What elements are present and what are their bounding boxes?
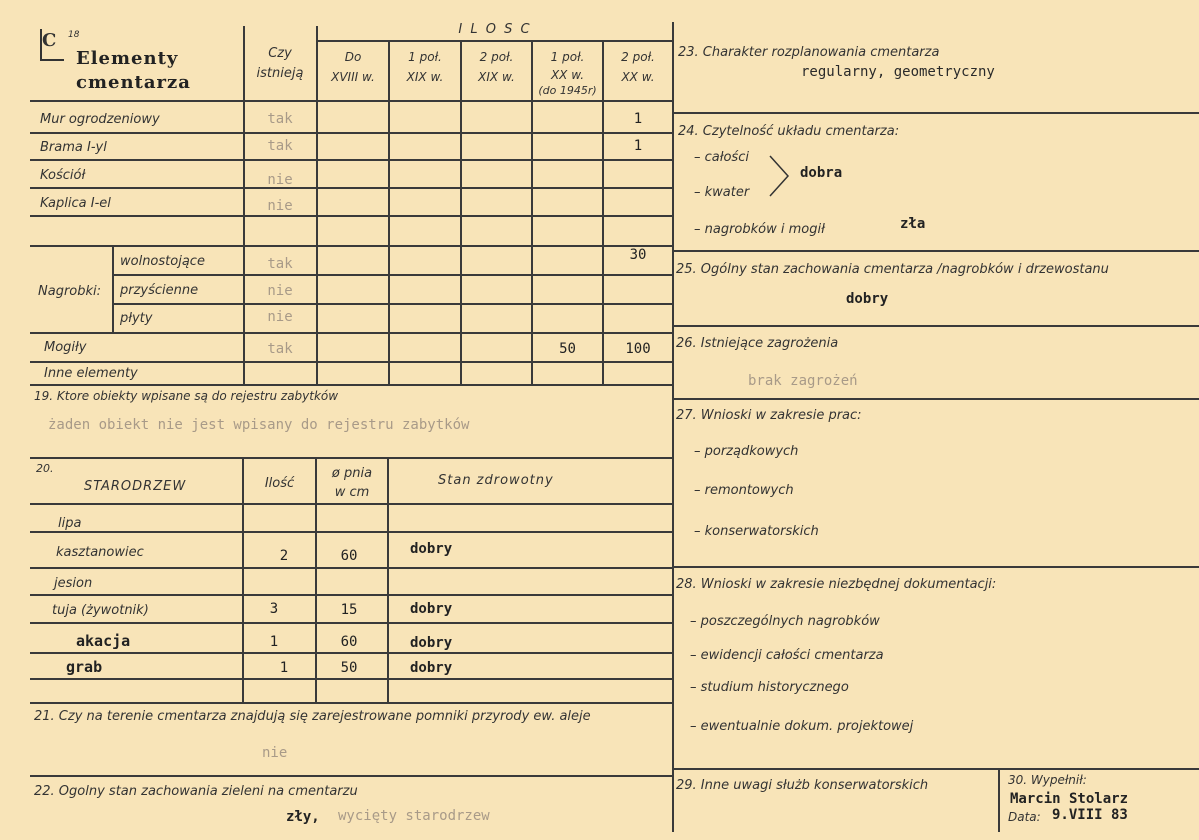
category-index: 18 (68, 30, 80, 40)
tree-name: lipa (58, 516, 82, 531)
readability-item: – nagrobków i mogił (694, 222, 825, 237)
works-item: – konserwatorskich (694, 524, 819, 539)
section-27-label: 27. Wnioski w zakresie prac: (676, 408, 862, 423)
readability-value: dobra (800, 165, 843, 181)
section-22-value-bold: zły, (286, 809, 320, 825)
section-28-label: 28. Wnioski w zakresie niezbędnej dokumentacji: (676, 577, 997, 592)
col-header-l2: XVIII w. (331, 70, 375, 84)
col-header-l1: 1 poł. (550, 50, 585, 64)
section-26-value: brak zagrożeń (748, 373, 858, 389)
tree-state: dobry (410, 601, 453, 617)
tree-state: dobry (410, 541, 453, 557)
section-25-label: 25. Ogólny stan zachowania cmentarza /nagrobków i drzewostanu (676, 262, 1109, 277)
section-29-label: 29. Inne uwagi służb konserwatorskich (676, 778, 929, 793)
rule (460, 40, 462, 384)
exists-value: tak (267, 111, 293, 127)
section-24-label: 24. Czytelność układu cmentarza: (678, 124, 900, 139)
col-header-l1: 2 poł. (479, 50, 514, 64)
tree-qty: 3 (269, 601, 279, 617)
rule (30, 384, 672, 386)
diam-header-1: ø pnia (331, 466, 373, 481)
works-item: – remontowych (694, 483, 794, 498)
section-19-value: żaden obiekt nie jest wpisany do rejestru zabytków (48, 417, 470, 433)
rule (30, 531, 672, 533)
col-header-l1: Do (344, 50, 362, 64)
rule (30, 457, 672, 459)
rule (673, 325, 1199, 327)
rule (30, 332, 672, 334)
col-header-l2: XIX w. (406, 70, 444, 84)
rule (112, 245, 114, 332)
rule (30, 567, 672, 569)
tree-qty: 1 (269, 634, 279, 650)
works-item: – porządkowych (694, 444, 799, 459)
date-value: 9.VIII 83 (1052, 807, 1128, 823)
col-header-l2: XX w. (550, 68, 585, 82)
rule (30, 159, 672, 161)
documentation-item: – studium historycznego (690, 680, 849, 695)
rule (30, 132, 672, 134)
qty-header: Ilość (264, 476, 295, 491)
col-header-l2: XX w. (621, 70, 655, 84)
exists-value: nie (267, 309, 293, 325)
tree-name: tuja (żywotnik) (52, 603, 149, 618)
section-20-number: 20. (36, 462, 54, 475)
tree-name: akacja (76, 632, 131, 650)
rule (673, 112, 1199, 114)
readability-value: zła (900, 216, 926, 232)
rule (30, 775, 672, 777)
tree-diam: 60 (340, 634, 358, 650)
rule (30, 361, 672, 363)
section-23-value: regularny, geometryczny (801, 64, 995, 80)
row-label: przyścienne (120, 283, 199, 298)
rule (112, 274, 672, 276)
rule (112, 303, 672, 305)
quantity-value: 1 (633, 111, 643, 127)
rule (673, 398, 1199, 400)
quantity-value: 30 (629, 247, 647, 263)
rule (30, 622, 672, 624)
exists-value: tak (267, 138, 293, 154)
section-26-label: 26. Istniejące zagrożenia (676, 336, 839, 351)
section-23-label: 23. Charakter rozplanowania cmentarza (678, 45, 940, 60)
col-header-ilosc: I L O S C (458, 22, 532, 37)
rule (673, 566, 1199, 568)
col-header-l2: XIX w. (478, 70, 515, 84)
section-21-value: nie (262, 745, 288, 761)
tree-diam: 60 (340, 548, 358, 564)
center-divider (672, 22, 674, 832)
nagrobki-label: Nagrobki: (38, 284, 102, 299)
brace-icon (766, 152, 794, 200)
tree-state: dobry (410, 635, 453, 651)
documentation-item: – ewentualnie dokum. projektowej (690, 719, 914, 734)
documentation-item: – poszczególnych nagrobków (690, 614, 880, 629)
col-header-l3: (do 1945r) (538, 84, 597, 97)
exists-value: tak (267, 256, 293, 272)
diam-header-2: w cm (334, 485, 370, 500)
section-25-value: dobry (846, 291, 889, 307)
row-label: Kaplica I-el (40, 196, 111, 211)
filled-by-name: Marcin Stolarz (1010, 791, 1129, 807)
readability-item: – całości (694, 150, 749, 165)
col-header-istnieja: istnieją (256, 66, 304, 81)
section-22-label: 22. Ogolny stan zachowania zieleni na cmentarzu (34, 784, 358, 799)
row-label: Kościół (40, 168, 86, 183)
rule (30, 702, 672, 704)
tree-qty: 2 (279, 548, 289, 564)
rule (388, 40, 390, 384)
quantity-value: 50 (559, 341, 576, 357)
exists-value: tak (267, 341, 293, 357)
rule (387, 457, 389, 702)
col-header-l1: 1 poł. (408, 50, 442, 64)
section-30-label: 30. Wypełnił: (1008, 773, 1087, 787)
col-header-l1: 2 poł. (621, 50, 655, 64)
rule (602, 40, 604, 384)
section-22-value-rest: wycięty starodrzew (338, 808, 490, 824)
col-header-czy: Czy (268, 46, 292, 61)
row-label: wolnostojące (120, 254, 205, 269)
rule (30, 100, 672, 102)
row-label: Mur ogrodzeniowy (40, 112, 160, 127)
rule (30, 503, 672, 505)
row-label: Mogiły (44, 340, 87, 355)
tree-state: dobry (410, 660, 453, 676)
tree-name: grab (66, 658, 103, 676)
row-label: Brama I-yl (40, 140, 107, 155)
tree-diam: 15 (340, 602, 358, 618)
documentation-item: – ewidencji całości cmentarza (690, 648, 884, 663)
tree-diam: 50 (340, 660, 358, 676)
exists-value: nie (267, 172, 293, 188)
rule (30, 215, 672, 217)
quantity-value: 100 (625, 341, 651, 357)
rule (998, 768, 1000, 832)
quantity-value: 1 (633, 138, 643, 154)
row-label: Inne elementy (44, 366, 138, 381)
rule (30, 678, 672, 680)
tree-qty: 1 (279, 660, 289, 676)
rule (673, 250, 1199, 252)
section-title-line1: Elementy (76, 48, 179, 69)
section-title-line2: cmentarza (76, 72, 191, 93)
section-19-label: 19. Ktore obiekty wpisane są do rejestru zabytków (34, 389, 339, 403)
state-header: Stan zdrowotny (438, 473, 554, 488)
readability-item: – kwater (694, 185, 750, 200)
date-label: Data: (1008, 810, 1041, 824)
exists-value: nie (267, 198, 293, 214)
tree-name: kasztanowiec (56, 545, 144, 560)
rule (316, 40, 672, 42)
rule (30, 245, 672, 247)
rule (30, 652, 672, 654)
rule (673, 768, 1199, 770)
row-label: płyty (120, 311, 153, 326)
category-letter: C (42, 30, 57, 51)
tree-name: jesion (54, 576, 93, 591)
rule (30, 187, 672, 189)
starodrzew-header: STARODRZEW (84, 479, 187, 494)
rule (30, 594, 672, 596)
section-21-label: 21. Czy na terenie cmentarza znajdują się zarejestrowane pomniki przyrody ew. aleje (34, 709, 591, 724)
exists-value: nie (267, 283, 293, 299)
